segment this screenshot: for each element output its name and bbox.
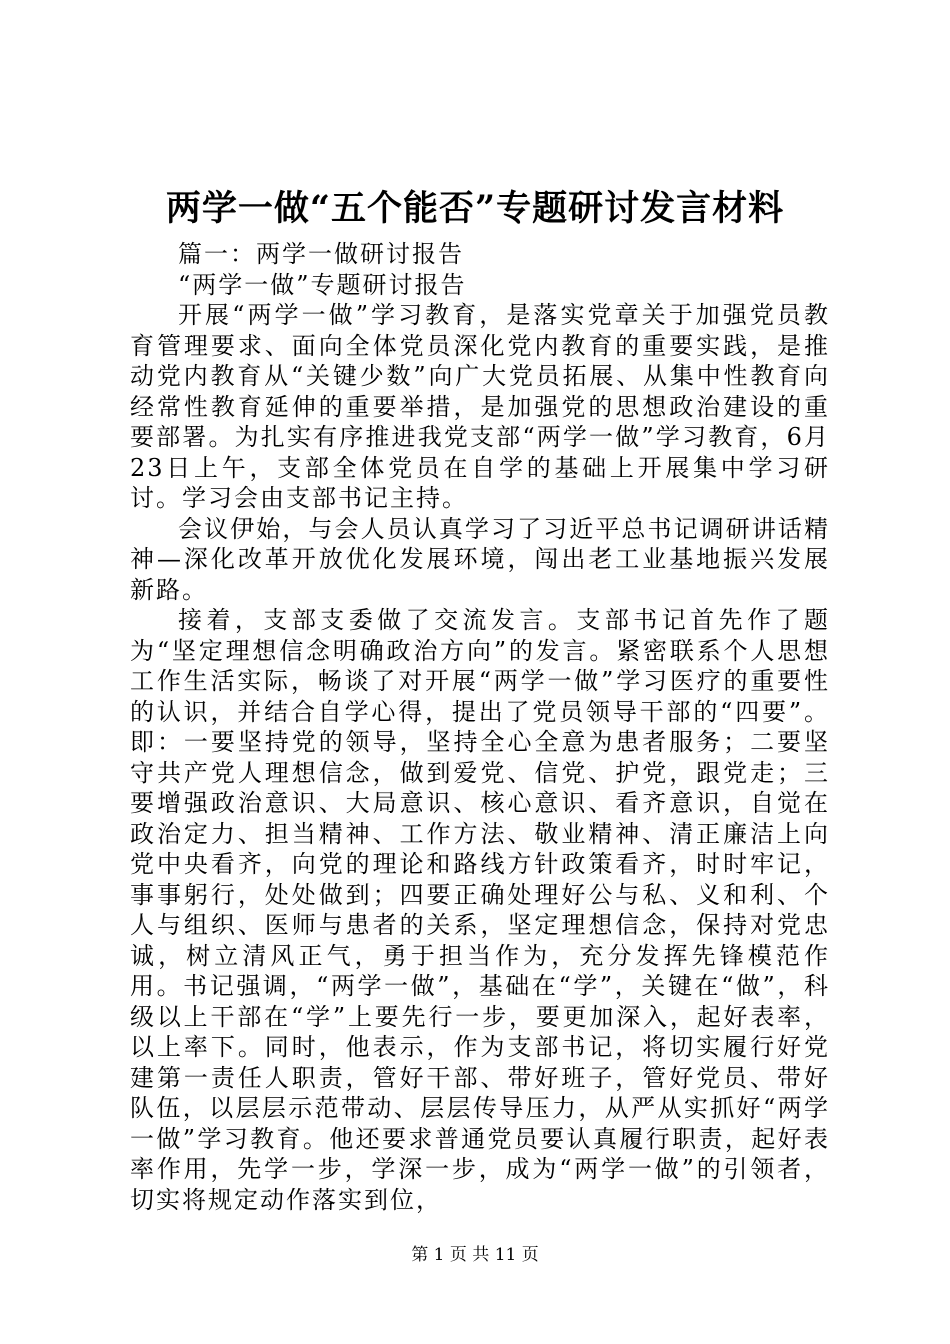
page-footer: 第 1 页 共 11 页	[411, 1245, 539, 1265]
document-title: 两学一做“五个能否”专题研讨发言材料	[165, 188, 785, 229]
paragraph-meeting-start: 会议伊始，与会人员认真学习了习近平总书记调研讲话精神—深化改革开放优化发展环境，闯出老工业基地振兴发展新路。	[130, 514, 830, 604]
paragraph-exchange: 接着，支部支委做了交流发言。支部书记首先作了题为“坚定理想信念明确政治方向”的发言。紧密联系个人思想工作生活实际，畅谈了对开展“两学一做”学习医疗的重要性的认识，并结合自学心得，提出了党员领导干部的“四要”。即：一要坚持党的领导，坚持全心全意为患者服务；二要坚守共产党人理想信念，做到爱党、信党、护党，跟党走；三要增强政治意识、大局意识、核心意识、看齐意识，自觉在政治定力、担当精神、工作方法、敬业精神、清正廉洁上向党中央看齐，向党的理论和路线方针政策看齐，时时牢记，事事躬行，处处做到；四要正确处理好公与私、义和利、个人与组织、医师与患者的关系，坚定理想信念，保持对党忠诚，树立清风正气，勇于担当作为，充分发挥先锋模范作用。书记强调，“两学一做”，基础在“学”，关键在“做”，科级以上干部在“学”上要先行一步，要更加深入，起好表率，以上率下。同时，他表示，作为支部书记，将切实履行好党建第一责任人职责，管好干部、带好班子，管好党员、带好队伍，以层层示范带动、层层传导压力，从严从实抓好“两学一做”学习教育。他还要求普通党员要认真履行职责，起好表率作用，先学一步，学深一步，成为“两学一做”的引领者，切实将规定动作落实到位，	[130, 606, 830, 1214]
paragraph-subheading: “两学一做”专题研讨报告	[178, 270, 467, 299]
paragraph-intro: 开展“两学一做”学习教育，是落实党章关于加强党员教育管理要求、面向全体党员深化党内教育的重要实践，是推动党内教育从“关键少数”向广大党员拓展、从集中性教育向经常性教育延伸的重要举措，是加强党的思想政治建设的重要部署。为扎实有序推进我党支部“两学一做”学习教育，6月23日上午，支部全体党员在自学的基础上开展集中学习研讨。学习会由支部书记主持。	[130, 301, 830, 512]
paragraph-heading: 篇一：两学一做研讨报告	[178, 240, 464, 268]
document-body	[130, 239, 830, 1215]
